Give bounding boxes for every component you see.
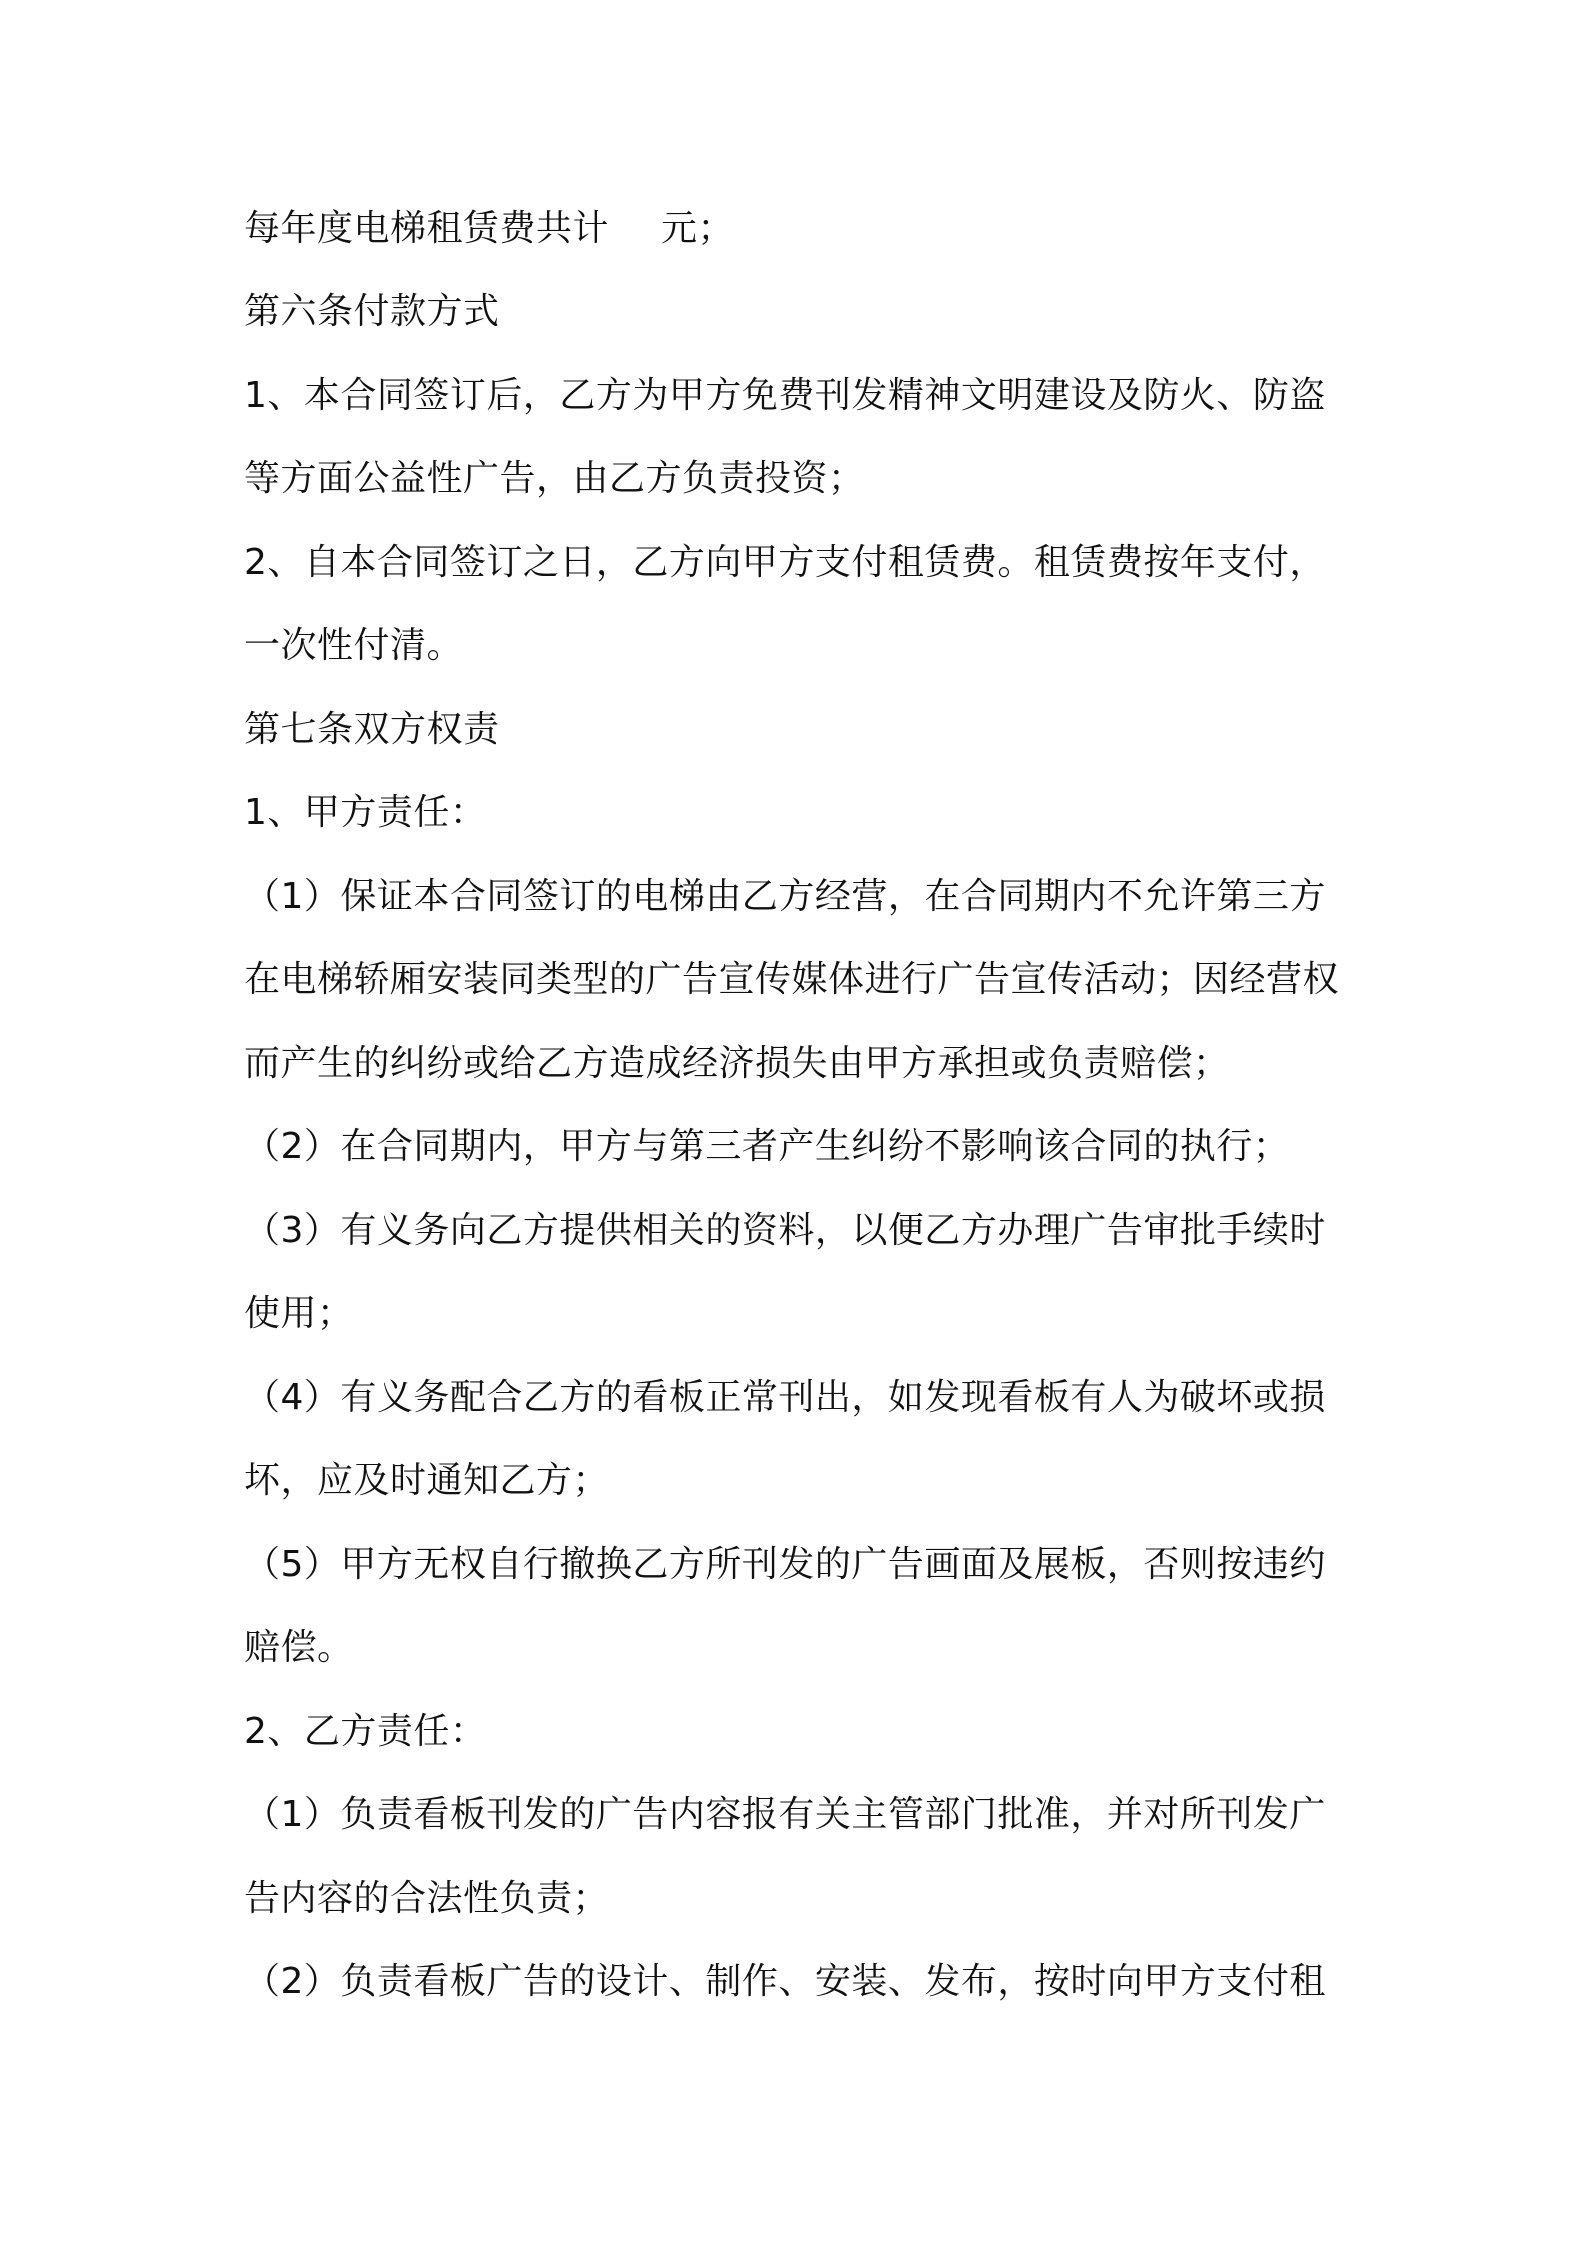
party-b-heading: 2、乙方责任： xyxy=(244,1711,487,1752)
paragraph-line: 2、自本合同签订之日，乙方向甲方支付租赁费。租赁费按年支付， xyxy=(244,542,1326,583)
paragraph-line: （2）负责看板广告的设计、制作、安装、发布，按时向甲方支付租 xyxy=(244,1961,1326,2002)
paragraph-line: 等方面公益性广告，由乙方负责投资； xyxy=(244,458,865,499)
paragraph-line: 告内容的合法性负责； xyxy=(244,1878,610,1919)
paragraph-line: （3）有义务向乙方提供相关的资料，以便乙方办理广告审批手续时 xyxy=(244,1210,1326,1251)
paragraph-line: （1）保证本合同签订的电梯由乙方经营，在合同期内不允许第三方 xyxy=(244,876,1326,917)
paragraph-line: 赔偿。 xyxy=(244,1627,354,1668)
paragraph-line: 一次性付清。 xyxy=(244,625,464,666)
fee-unit-text: 元； xyxy=(661,208,735,249)
article-7-heading: 第七条双方权责 xyxy=(244,709,500,750)
paragraph-line: （5）甲方无权自行撤换乙方所刊发的广告画面及展板，否则按违约 xyxy=(244,1544,1326,1585)
fee-total-text: 每年度电梯租赁费共计 xyxy=(244,208,610,249)
paragraph-line: （4）有义务配合乙方的看板正常刊出，如发现看板有人为破坏或损 xyxy=(244,1377,1326,1418)
paragraph-line: （1）负责看板刊发的广告内容报有关主管部门批准，并对所刊发广 xyxy=(244,1794,1326,1835)
paragraph-line: 而产生的纠纷或给乙方造成经济损失由甲方承担或负责赔偿； xyxy=(244,1043,1230,1084)
article-6-heading: 第六条付款方式 xyxy=(244,291,500,332)
party-a-heading: 1、甲方责任： xyxy=(244,792,487,833)
paragraph-line: 在电梯轿厢安装同类型的广告宣传媒体进行广告宣传活动；因经营权 xyxy=(244,959,1340,1000)
paragraph-line: 1、本合同签订后，乙方为甲方免费刊发精神文明建设及防火、防盗 xyxy=(244,375,1326,416)
paragraph-line: 使用； xyxy=(244,1293,354,1334)
paragraph-line: 坏，应及时通知乙方； xyxy=(244,1460,610,1501)
fee-total-line xyxy=(244,206,1364,252)
paragraph-line: （2）在合同期内，甲方与第三者产生纠纷不影响该合同的执行； xyxy=(244,1126,1290,1167)
